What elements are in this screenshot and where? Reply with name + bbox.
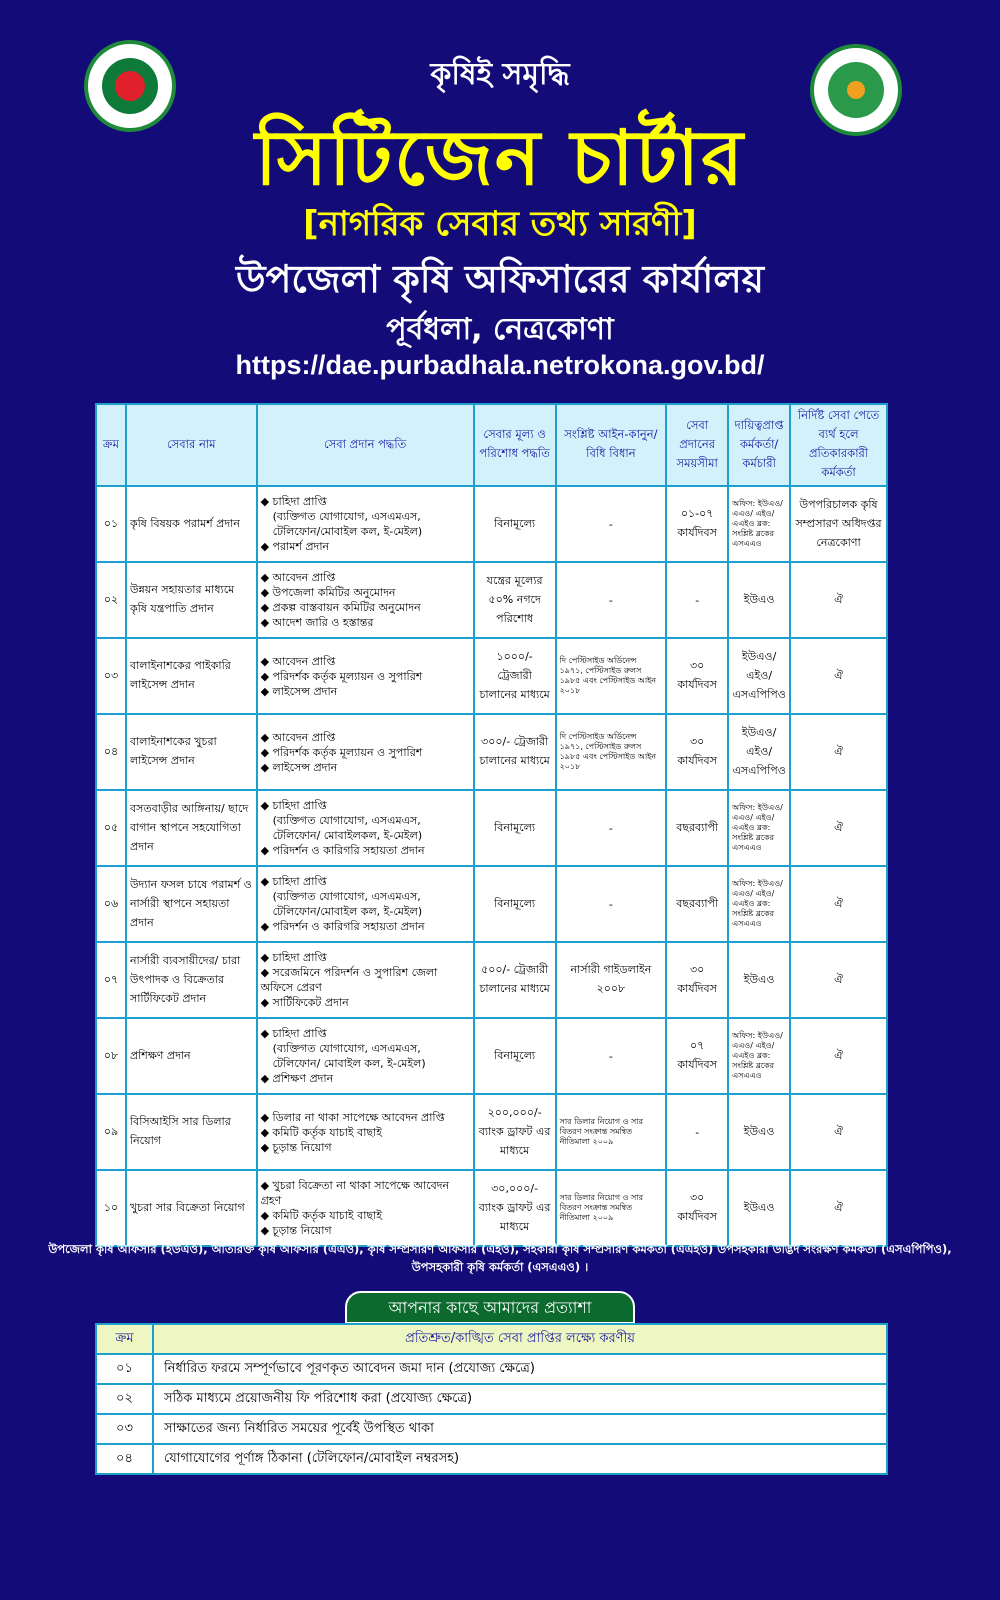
service-fee: ৫০০/- ট্রেজারী চালানের মাধ্যমে [474,942,556,1018]
table-row [96,486,887,562]
office-name: উপজেলা কৃষি অফিসারের কার্যালয় [235,257,765,301]
procedure-step: ◆ আবেদন প্রাপ্তি [260,571,336,584]
serial-number: ১০ [96,1170,126,1246]
column-header: ক্রম [96,404,126,486]
time-limit: ০১-০৭ কার্যদিবস [666,486,728,562]
service-fee: বিনামূল্যে [474,486,556,562]
time-limit: - [666,1094,728,1170]
procedure-step: ◆ সার্টিফিকেট প্রদান [260,996,349,1009]
service-name: বালাইনাশকের খুচরা লাইসেন্স প্রদান [126,714,257,790]
tagline: কৃষিই সমৃদ্ধি [430,57,570,92]
service-fee: বিনামূল্যে [474,1018,556,1094]
service-fee: ৩০০/- ট্রেজারী চালানের মাধ্যমে [474,714,556,790]
service-procedure [257,714,474,790]
responsible-officer: অফিস: ইউএও/এএও/ এইও/এএইও ব্লক: সংশ্লিষ্ট ব্লকের এসএএও [728,790,790,866]
expectation-row [96,1414,887,1444]
procedure-step: ◆ প্রশিক্ষণ প্রদান [260,1072,334,1085]
table-row [96,790,887,866]
remedy-officer: ঐ [790,942,887,1018]
column-header: দায়িত্বপ্রাপ্ত কর্মকর্তা/ কর্মচারী [728,404,790,486]
header-action: প্রতিশ্রুত/কাঙ্খিত সেবা প্রাপ্তির লক্ষ্যে করণীয় [153,1324,887,1354]
applicable-law: - [556,1018,667,1094]
procedure-step: ◆ সরেজমিনে পরিদর্শন ও সুপারিশ জেলা অফিসে প্রেরণ [260,966,438,994]
responsible-officer: ইউএও [728,942,790,1018]
procedure-step: ◆ উপজেলা কমিটির অনুমোদন [260,586,396,599]
time-limit: ৩০ কার্যদিবস [666,638,728,714]
applicable-law: সার ডিলার নিয়োগ ও সার বিতরণ সংক্রান্ত সমন্বিত নীতিমালা ২০০৯ [556,1094,667,1170]
table-row [96,714,887,790]
procedure-step: (ব্যক্তিগত যোগাযোগ, এসএমএস, টেলিফোন/ মোবাইলকল, ই-মেইল) [272,814,423,842]
procedure-step: ◆ পরামর্শ প্রদান [260,540,330,553]
procedure-step: ◆ পরিদর্শক কর্তৃক মূল্যায়ন ও সুপারিশ [260,745,423,759]
applicable-law: দি পেস্টিসাইড অর্ডিনেন্স ১৯৭১, পেস্টিসাইড রুলস ১৯৮৫ এবং পেস্টিসাইড আইন ২০১৮ [556,638,667,714]
serial-number: ০৩ [96,638,126,714]
remedy-officer: ঐ [790,1170,887,1246]
serial-number: ০১ [96,1354,153,1384]
serial-number: ০২ [96,562,126,638]
serial-number: ০২ [96,1384,153,1414]
column-header: সংশ্লিষ্ট আইন-কানুন/ বিধি বিধান [556,404,667,486]
service-name: নার্সারী ব্যবসায়ীদের/ চারা উৎপাদক ও বিক্রেতার সার্টিফিকেট প্রদান [126,942,257,1018]
procedure-step: ◆ লাইসেন্স প্রদান [260,760,338,774]
service-name: উদ্যান ফসল চাষে পরামর্শ ও নার্সারী স্থাপনে সহায়তা প্রদান [126,866,257,942]
service-procedure [257,562,474,638]
citizen-charter-table [95,403,888,1247]
remedy-officer: ঐ [790,1094,887,1170]
column-header: সেবা প্রদানের সময়সীমা [666,404,728,486]
procedure-step: ◆ চাহিদা প্রাপ্তি [260,951,327,964]
service-name: প্রশিক্ষণ প্রদান [126,1018,257,1094]
table-row [96,1018,887,1094]
procedure-step: ◆ পরিদর্শন ও কারিগরি সহায়তা প্রদান [260,844,425,857]
procedure-step: (ব্যক্তিগত যোগাযোগ, এসএমএস, টেলিফোন/মোবাইল কল, ই-মেইল) [272,890,423,918]
applicable-law: - [556,866,667,942]
time-limit: ৩০ কার্যদিবস [666,714,728,790]
service-procedure [257,638,474,714]
service-procedure [257,1170,474,1246]
remedy-officer: ঐ [790,714,887,790]
service-procedure [257,1018,474,1094]
applicable-law: সার ডিলার নিয়োগ ও সার বিতরণ সংক্রান্ত সমন্বিত নীতিমালা ২০০৯ [556,1170,667,1246]
column-header: সেবার নাম [126,404,257,486]
serial-number: ০৫ [96,790,126,866]
procedure-step: ◆ ডিলার না থাকা সাপেক্ষে আবেদন প্রাপ্তি [260,1110,445,1124]
procedure-step: ◆ কমিটি কর্তৃক যাচাই বাছাই [260,1209,383,1222]
procedure-step: ◆ চাহিদা প্রাপ্তি [260,1027,327,1040]
subtitle: [নাগরিক সেবার তথ্য সারণী] [303,204,697,244]
column-header: সেবা প্রদান পদ্ধতি [257,404,474,486]
procedure-step: ◆ পরিদর্শক কর্তৃক মূল্যায়ন ও সুপারিশ [260,669,423,683]
procedure-step: (ব্যক্তিগত যোগাযোগ, এসএমএস, টেলিফোন/মোবাইল কল, ই-মেইল) [272,510,423,538]
procedure-step: ◆ লাইসেন্স প্রদান [260,684,338,698]
responsible-officer: ইউএও/ এইও/ এসএপিপিও [728,638,790,714]
applicable-law: দি পেস্টিসাইড অর্ডিনেন্স ১৯৭১, পেস্টিসাইড রুলস ১৯৮৫ এবং পেস্টিসাইড আইন ২০১৮ [556,714,667,790]
service-name: বালাইনাশকের পাইকারি লাইসেন্স প্রদান [126,638,257,714]
page-title: সিটিজেন চার্টার [255,113,745,202]
column-header: নির্দিষ্ট সেবা পেতে ব্যর্থ হলে প্রতিকারকারী কর্মকর্তা [790,404,887,486]
procedure-step: ◆ আদেশ জারি ও হস্তান্তর [260,616,374,629]
expectation-text: নির্ধারিত ফরমে সম্পূর্ণভাবে পূরণকৃত আবেদন জমা দান (প্রযোজ্য ক্ষেত্রে) [153,1354,887,1384]
procedure-step: ◆ আবেদন প্রাপ্তি [260,730,336,744]
serial-number: ০৭ [96,942,126,1018]
time-limit: ৩০ কার্যদিবস [666,1170,728,1246]
applicable-law: নার্সারী গাইডলাইন ২০০৮ [556,942,667,1018]
website-url[interactable]: https://dae.purbadhala.netrokona.gov.bd/ [235,350,765,380]
service-procedure [257,942,474,1018]
service-procedure [257,866,474,942]
procedure-step: ◆ খুচরা বিক্রেতা না থাকা সাপেক্ষে আবেদন গ্রহণ [260,1179,450,1207]
serial-number: ০৬ [96,866,126,942]
serial-number: ০১ [96,486,126,562]
responsible-officer: ইউএও/ এইও/ এসএপিপিও [728,714,790,790]
expectation-text: সঠিক মাধ্যমে প্রয়োজনীয় ফি পরিশোধ করা (প্রযোজ্য ক্ষেত্রে) [153,1384,887,1414]
remedy-officer: ঐ [790,638,887,714]
time-limit: ০৭ কার্যদিবস [666,1018,728,1094]
procedure-step: ◆ চাহিদা প্রাপ্তি [260,875,327,888]
serial-number: ০৪ [96,714,126,790]
applicable-law: - [556,562,667,638]
procedure-step: ◆ চাহিদা প্রাপ্তি [260,495,327,508]
service-procedure [257,486,474,562]
remedy-officer: ঐ [790,1018,887,1094]
procedure-step: ◆ চূড়ান্ত নিয়োগ [260,1224,332,1237]
responsible-officer: ইউএও [728,562,790,638]
location: পূর্বধলা, নেত্রকোণা [386,312,614,347]
serial-number: ০৪ [96,1444,153,1474]
expectation-row [96,1444,887,1474]
expectation-text: যোগাযোগের পূর্ণাঙ্গ ঠিকানা (টেলিফোন/মোবাইল নম্বরসহ) [153,1444,887,1474]
procedure-step: ◆ আবেদন প্রাপ্তি [260,654,336,668]
applicable-law: - [556,486,667,562]
service-fee: ১০০০/- ট্রেজারী চালানের মাধ্যমে [474,638,556,714]
time-limit: ৩০ কার্যদিবস [666,942,728,1018]
service-name: খুচরা সার বিক্রেতা নিয়োগ [126,1170,257,1246]
table-row [96,866,887,942]
service-fee: ২০০,০০০/- ব্যাংক ড্রাফট এর মাধ্যমে [474,1094,556,1170]
remedy-officer: ঐ [790,562,887,638]
expectation-text: সাক্ষাতের জন্য নির্ধারিত সময়ের পূর্বেই উপস্থিত থাকা [153,1414,887,1444]
procedure-step: ◆ প্রকল্প বাস্তবায়ন কমিটির অনুমোদন [260,601,421,614]
service-fee: বিনামূল্যে [474,790,556,866]
time-limit: - [666,562,728,638]
responsible-officer: ইউএও [728,1094,790,1170]
column-header: সেবার মূল্য ও পরিশোধ পদ্ধতি [474,404,556,486]
expectation-row [96,1354,887,1384]
service-fee: ৩০,০০০/- ব্যাংক ড্রাফট এর মাধ্যমে [474,1170,556,1246]
remedy-officer: ঐ [790,866,887,942]
service-name: উন্নয়ন সহায়তার মাধ্যমে কৃষি যন্ত্রপাতি প্রদান [126,562,257,638]
service-name: বিসিআইসি সার ডিলার নিয়োগ [126,1094,257,1170]
expectations-table [95,1323,888,1475]
header-serial: ক্রম [96,1324,153,1354]
table-row [96,638,887,714]
serial-number: ০৩ [96,1414,153,1444]
abbreviation-footnote: উপজেলা কৃষি অফিসার (ইউএও), অতিরিক্ত কৃষি অফিসার (এএও), কৃষি সম্প্রসারণ অফিসার (এইও), সহকারী কৃষি সম্প্রসারণ কর্মকর্তা (এএইও) উপসহকারী উদ্ভিদ সংরক্ষণ কর্মকর্তা (এসএপিপিও), উপসহকারী কৃষি কর্মকর্তা (এসএএও) । [48,1242,952,1274]
expectation-row [96,1384,887,1414]
serial-number: ০৮ [96,1018,126,1094]
service-fee: যন্ত্রের মূল্যের ৫০% নগদে পরিশোধ [474,562,556,638]
service-name: কৃষি বিষয়ক পরামর্শ প্রদান [126,486,257,562]
expectations-title: আপনার কাছে আমাদের প্রত্যাশা [345,1291,635,1324]
responsible-officer: অফিস: ইউএও/এএও/ এইও/এএইও ব্লক: সংশ্লিষ্ট ব্লকের এসএএও [728,486,790,562]
service-fee: বিনামূল্যে [474,866,556,942]
time-limit: বছরব্যাপী [666,866,728,942]
procedure-step: ◆ চাহিদা প্রাপ্তি [260,799,327,812]
procedure-step: (ব্যক্তিগত যোগাযোগ, এসএমএস, টেলিফোন/ মোবাইল কল, ই-মেইল) [272,1042,426,1070]
table-row [96,1094,887,1170]
procedure-step: ◆ চূড়ান্ত নিয়োগ [260,1140,332,1154]
service-procedure [257,1094,474,1170]
serial-number: ০৯ [96,1094,126,1170]
remedy-officer: উপপরিচালক কৃষি সম্প্রসারণ অধিদপ্তর নেত্রকোণা [790,486,887,562]
responsible-officer: অফিস: ইউএও/এএও/ এইও/এএইও ব্লক: সংশ্লিষ্ট ব্লকের এসএএও [728,866,790,942]
remedy-officer: ঐ [790,790,887,866]
responsible-officer: ইউএও [728,1170,790,1246]
procedure-step: ◆ কমিটি কর্তৃক যাচাই বাছাই [260,1125,383,1139]
table-row [96,562,887,638]
table-row [96,1170,887,1246]
table-row [96,942,887,1018]
applicable-law: - [556,790,667,866]
time-limit: বছরব্যাপী [666,790,728,866]
procedure-step: ◆ পরিদর্শন ও কারিগরি সহায়তা প্রদান [260,920,425,933]
service-procedure [257,790,474,866]
responsible-officer: অফিস: ইউএও/এএও/ এইও/এএইও ব্লক: সংশ্লিষ্ট ব্লকের এসএএও [728,1018,790,1094]
service-name: বসতবাড়ীর আঙ্গিনায়/ ছাদে বাগান স্থাপনে সহযোগিতা প্রদান [126,790,257,866]
